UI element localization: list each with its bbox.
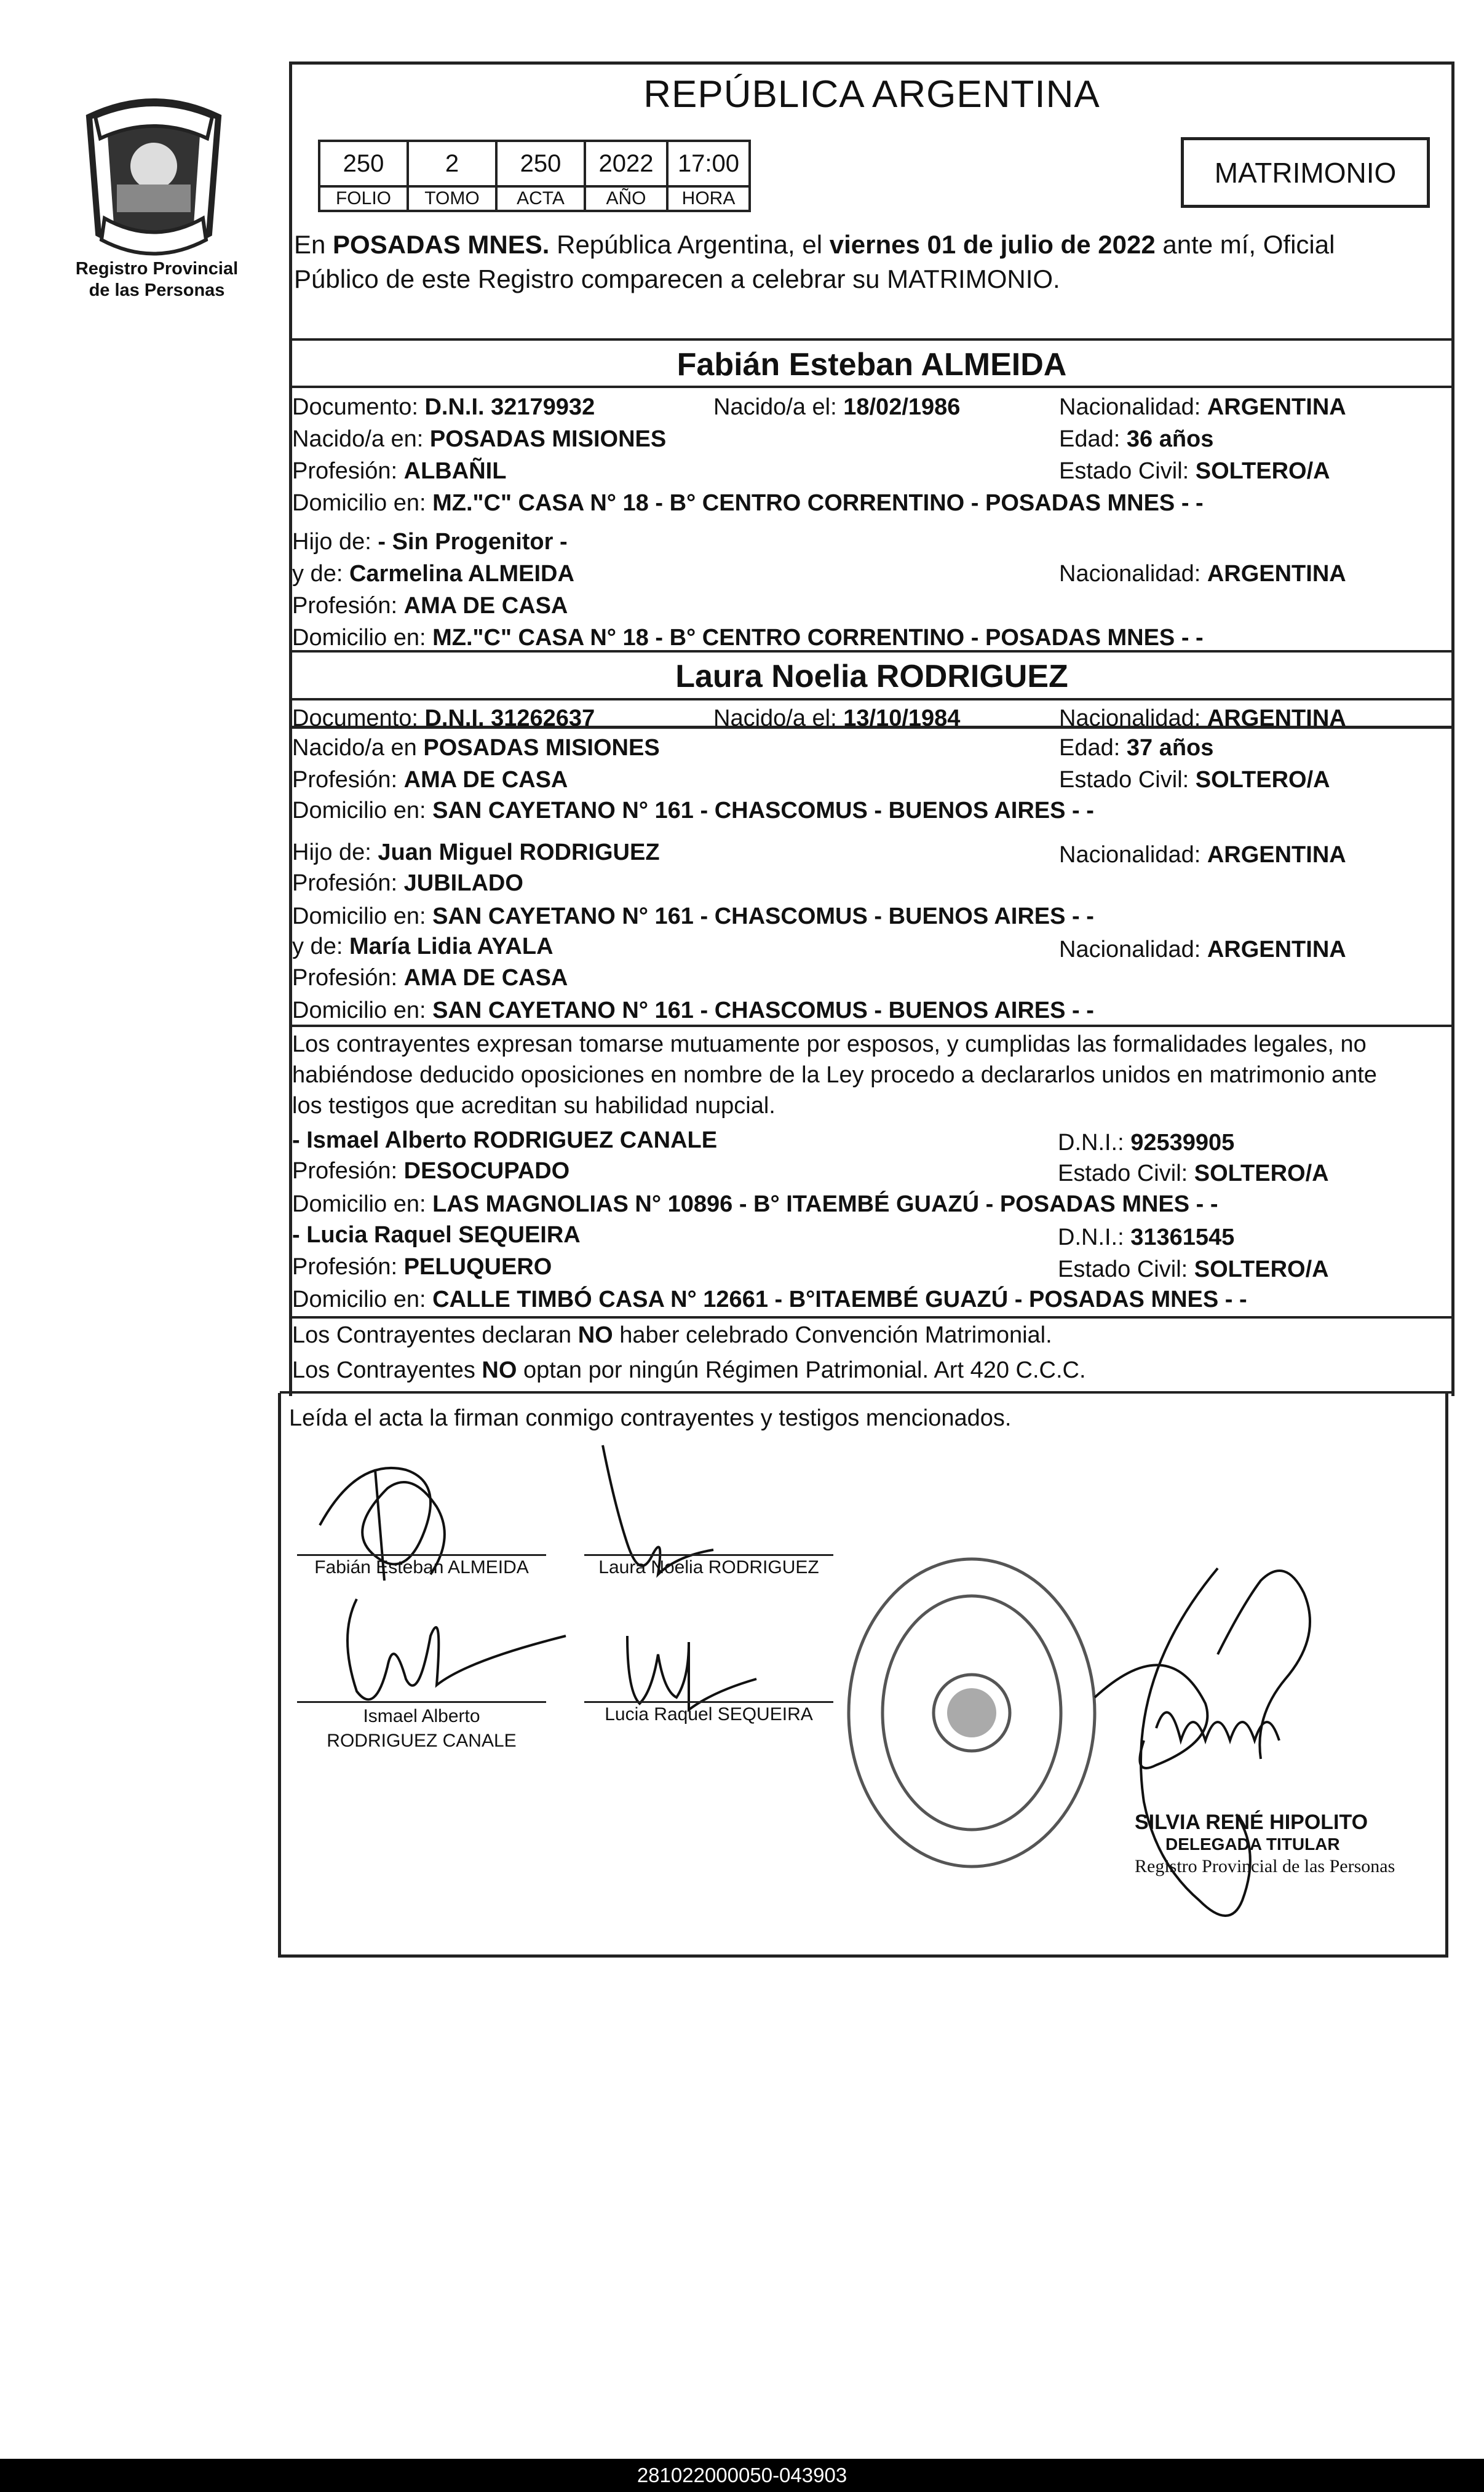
bride-birthplace: Nacido/a en POSADAS MISIONES [292,735,660,761]
bride-father-profession: Profesión: JUBILADO [292,870,523,896]
divider-bride-name [289,698,1454,700]
intro-line1: En POSADAS MNES. República Argentina, el viernes 01 de julio de 2022 ante mí, Oficial [294,230,1335,259]
bride-address: Domicilio en: SAN CAYETANO N° 161 - CHASCOMUS - BUENOS AIRES - - [292,798,1094,823]
divider-intro [289,338,1454,341]
folio-label: FOLIO [319,186,408,211]
document-title: REPÚBLICA ARGENTINA [643,73,1100,116]
declaration-line1: Los contrayentes expresan tomarse mutuamente por esposos, y cumplidas las formalidades legales, no [292,1031,1367,1057]
intro-text [294,228,1335,296]
divider-witnesses-end [289,1316,1454,1319]
witness2-address: Domicilio en: CALLE TIMBÓ CASA N° 12661 - B°ITAEMBÉ GUAZÚ - POSADAS MNES - - [292,1287,1247,1312]
bride-mother-address: Domicilio en: SAN CAYETANO N° 161 - CHASCOMUS - BUENOS AIRES - - [292,998,1094,1023]
bride-mother: y de: María Lidia AYALA [292,934,554,959]
declaration-line3: los testigos que acreditan su habilidad nupcial. [292,1093,776,1119]
hora-label: HORA [667,186,750,211]
groom-mother-profession: Profesión: AMA DE CASA [292,593,568,619]
groom-nationality: Nacionalidad: ARGENTINA [1059,394,1346,420]
bride-signature-line [584,1554,833,1556]
groom-document: Documento: D.N.I. 32179932 [292,394,595,420]
witness1-profession: Profesión: DESOCUPADO [292,1158,570,1184]
witness2-profession: Profesión: PELUQUERO [292,1254,552,1280]
bride-age: Edad: 37 años [1059,735,1214,761]
bride-father-address: Domicilio en: SAN CAYETANO N° 161 - CHASCOMUS - BUENOS AIRES - - [292,903,1094,929]
groom-birthplace: Nacido/a en: POSADAS MISIONES [292,426,667,452]
bride-signature-label: Laura Noelia RODRIGUEZ [598,1557,819,1577]
bride-mother-profession: Profesión: AMA DE CASA [292,965,568,991]
acta-label: ACTA [496,186,585,211]
registry-caption-line2: de las Personas [89,280,225,300]
witness2-civil-status: Estado Civil: SOLTERO/A [1058,1256,1329,1282]
bride-civil-status: Estado Civil: SOLTERO/A [1059,767,1330,793]
groom-profession: Profesión: ALBAÑIL [292,458,507,484]
bride-document: Documento: D.N.I. 31262637 [292,705,595,731]
document-code: 281022000050-043903 [0,2459,1484,2492]
officer-signature [996,1556,1396,1956]
witness2-signature-label: Lucia Raquel SEQUEIRA [605,1704,813,1724]
registry-caption [58,258,255,301]
convention-line2: Los Contrayentes NO optan por ningún Régimen Patrimonial. Art 420 C.C.C. [292,1357,1086,1383]
bride-profession: Profesión: AMA DE CASA [292,767,568,793]
witness1-civil-status: Estado Civil: SOLTERO/A [1058,1161,1329,1186]
intro-line2: Público de este Registro comparecen a celebrar su MATRIMONIO. [294,264,1060,293]
officer-name: SILVIA RENÉ HIPOLITO [1135,1811,1368,1834]
anio-value: 2022 [585,141,667,186]
groom-name: Fabián Esteban ALMEIDA [677,347,1067,383]
bride-name: Laura Noelia RODRIGUEZ [675,659,1068,694]
acta-value: 250 [496,141,585,186]
witness1-dni: D.N.I.: 92539905 [1058,1130,1235,1156]
divider-groom-name [289,386,1454,388]
record-type-box: MATRIMONIO [1181,137,1430,208]
bride-father: Hijo de: Juan Miguel RODRIGUEZ [292,839,660,865]
groom-signature-label: Fabián Esteban ALMEIDA [314,1557,529,1577]
signatures-intro: Leída el acta la firman conmigo contrayentes y testigos mencionados. [289,1405,1012,1431]
groom-mother: y de: Carmelina ALMEIDA [292,561,574,587]
hora-value: 17:00 [667,141,750,186]
groom-address: Domicilio en: MZ."C" CASA N° 18 - B° CENTRO CORRENTINO - POSADAS MNES - - [292,490,1204,516]
groom-birthdate: Nacido/a el: 18/02/1986 [713,394,961,420]
bride-father-nationality: Nacionalidad: ARGENTINA [1059,842,1346,868]
witness2-dni: D.N.I.: 31361545 [1058,1224,1235,1250]
groom-signature-line [297,1554,546,1556]
groom-mother-nationality: Nacionalidad: ARGENTINA [1059,561,1346,587]
officer-office: Registro Provincial de las Personas [1135,1856,1395,1876]
bride-birthdate: Nacido/a el: 13/10/1984 [713,705,961,731]
tomo-label: TOMO [408,186,496,211]
officer-role: DELEGADA TITULAR [1165,1835,1340,1854]
officer-block [1135,1811,1395,1878]
witness1-name: - Ismael Alberto RODRIGUEZ CANALE [292,1127,718,1153]
folio-value: 250 [319,141,408,186]
groom-civil-status: Estado Civil: SOLTERO/A [1059,458,1330,484]
witness2-name: - Lucia Raquel SEQUEIRA [292,1222,581,1248]
divider-convention-end [280,1391,1451,1394]
registry-caption-line1: Registro Provincial [75,259,239,279]
groom-age: Edad: 36 años [1059,426,1214,452]
witness1-signature-line [297,1701,546,1703]
witness2-signature-line [584,1701,833,1703]
bride-mother-nationality: Nacionalidad: ARGENTINA [1059,937,1346,962]
declaration-text [292,1029,1377,1121]
tomo-value: 2 [408,141,496,186]
witness1-signature-label: Ismael Alberto RODRIGUEZ CANALE [327,1706,517,1751]
witness1-address: Domicilio en: LAS MAGNOLIAS N° 10896 - B° ITAEMBÉ GUAZÚ - POSADAS MNES - - [292,1191,1218,1217]
declaration-line2: habiéndose deducido oposiciones en nombre de la Ley procedo a declararlos unidos en matrimonio ante [292,1062,1377,1088]
groom-father: Hijo de: - Sin Progenitor - [292,529,568,555]
bride-nationality: Nacionalidad: ARGENTINA [1059,705,1346,731]
anio-label: AÑO [585,186,667,211]
convention-line1: Los Contrayentes declaran NO haber celebrado Convención Matrimonial. [292,1322,1052,1348]
record-reference-table [318,140,751,212]
groom-mother-address: Domicilio en: MZ."C" CASA N° 18 - B° CENTRO CORRENTINO - POSADAS MNES - - [292,625,1204,651]
